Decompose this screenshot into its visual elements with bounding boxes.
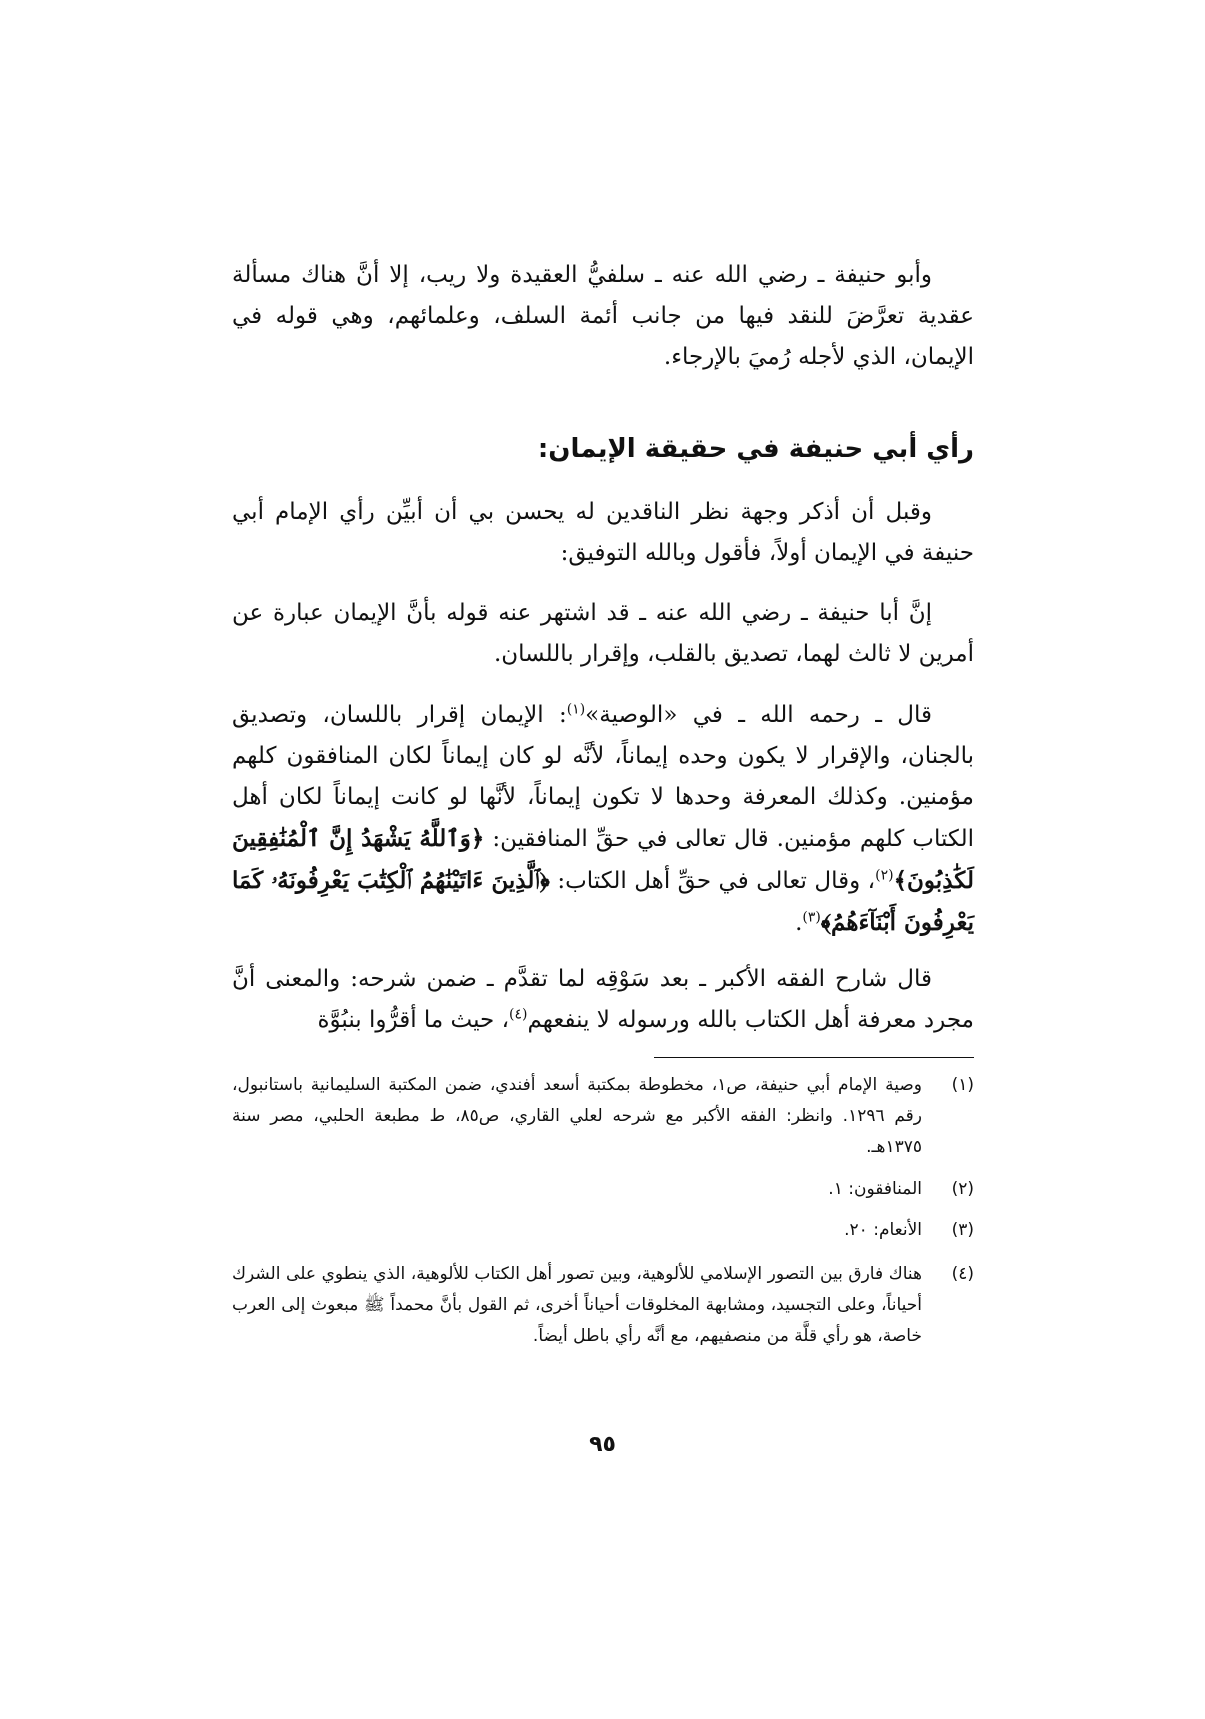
footnote-ref: (٢) [875,867,894,884]
paragraph-text [232,959,974,1041]
footnote-text: الأنعام: ٢٠. [844,1220,922,1240]
section-title: رأي أبي حنيفة في حقيقة الإيمان: [537,434,974,464]
page-number: ٩٥ [589,1432,616,1457]
footnote-number: (٢) [951,1179,974,1199]
footnote-text: هناك فارق بين التصور الإسلامي للألوهية، وبين تصور أهل الكتاب للألوهية، الذي ينطوي على الشرك أحياناً، وعلى التجسيد، ومشابهة المخلوقات أحياناً أخرى، ثم القول بأنَّ محمداً ﷺ مبعوث إلى العرب خاصة، هو رأي قلَّة من منصفيهم، مع أنَّه رأي باطل أيضاً. [232,1264,922,1346]
footnote-text: المنافقون: ١. [828,1179,922,1199]
footnote-1 [232,1070,974,1163]
text-run: ، حيث ما أقرُّوا بنبُوَّة [317,1007,510,1033]
quran-verse: ﴿وَٱللَّهُ يَشْهَدُ إِنَّ ٱلْمُنَٰفِقِينَ لَكَٰذِبُونَ﴾ [232,825,974,894]
footnote-ref: (١) [566,701,586,718]
section-heading [232,429,974,469]
footnote-text: وصية الإمام أبي حنيفة، ص١، مخطوطة بمكتبة أسعد أفندي، ضمن المكتبة السليمانية باستانبول، رقم ١٢٩٦. وانظر: الفقه الأكبر مع شرحه لعلي القاري، ص٨٥، ط مطبعة الحلبي، مصر سنة ١٣٧٥هـ. [232,1075,923,1157]
intro-paragraph [232,255,974,378]
paragraph-text: إنَّ أبا حنيفة ـ رضي الله عنه ـ قد اشتهر عنه قوله بأنَّ الإيمان عبارة عن أمرين لا ثالث لهما، تصديق بالقلب، وإقرار باللسان. [232,600,974,667]
paragraph-text: وأبو حنيفة ـ رضي الله عنه ـ سلفيُّ العقيدة ولا ريب، إلا أنَّ هناك مسألة عقدية تعرَّضَ للنقد فيها من جانب أئمة السلف، وعلمائهم، وهي قوله في الإيمان، الذي لأجله رُميَ بالإرجاء. [232,262,974,370]
footnote-number: (١) [951,1075,974,1095]
footnote-divider [654,1057,974,1058]
text-run: قال شارح الفقه الأكبر ـ بعد سَوْقِه لما تقدَّم ـ ضمن شرحه: والمعنى أنَّ مجرد معرفة أهل الكتاب بالله ورسوله لا ينفعهم [232,966,974,1033]
paragraph-definition [232,593,974,675]
footnote-3 [232,1215,974,1246]
quran-verse: ﴿ٱلَّذِينَ ءَاتَيْنَٰهُمُ ٱلْكِتَٰبَ يَعْرِفُونَهُۥ كَمَا يَعْرِفُونَ أَبْنَآءَهُمُ﴾ [232,867,974,936]
text-run: ، وقال تعالى في حقِّ أهل الكتاب: [549,868,876,894]
paragraph-text: وقبل أن أذكر وجهة نظر الناقدين له يحسن بي أن أبيِّن رأي الإمام أبي حنيفة في الإيمان أولاً، فأقول وبالله التوفيق: [232,499,974,566]
footnote-ref: (٤) [509,1006,528,1023]
text-run: قال ـ رحمه الله ـ في «الوصية» [585,702,932,728]
paragraph-text [232,695,974,944]
footnote-2 [232,1174,974,1205]
footnote-number: (٣) [951,1220,974,1240]
footnote-number: (٤) [951,1264,974,1284]
text-run: : الإيمان إقرار باللسان، وتصديق بالجنان، والإقرار لا يكون وحده إيماناً، لأنَّه لو كان إيماناً لكان المنافقون كلهم مؤمنين. وكذلك المعرفة وحدها لا تكون إيماناً، لأنَّها لو كانت إيماناً لكان أهل الكتاب كلهم مؤمنين. قال تعالى في حقِّ المنافقين: [232,702,974,852]
footnote-ref: (٣) [802,909,821,926]
paragraph-wasiyya-quote [232,695,974,944]
paragraph-preface [232,492,974,574]
paragraph-commentary [232,959,974,1041]
footnote-4 [232,1259,974,1352]
text-run: . [795,910,803,936]
